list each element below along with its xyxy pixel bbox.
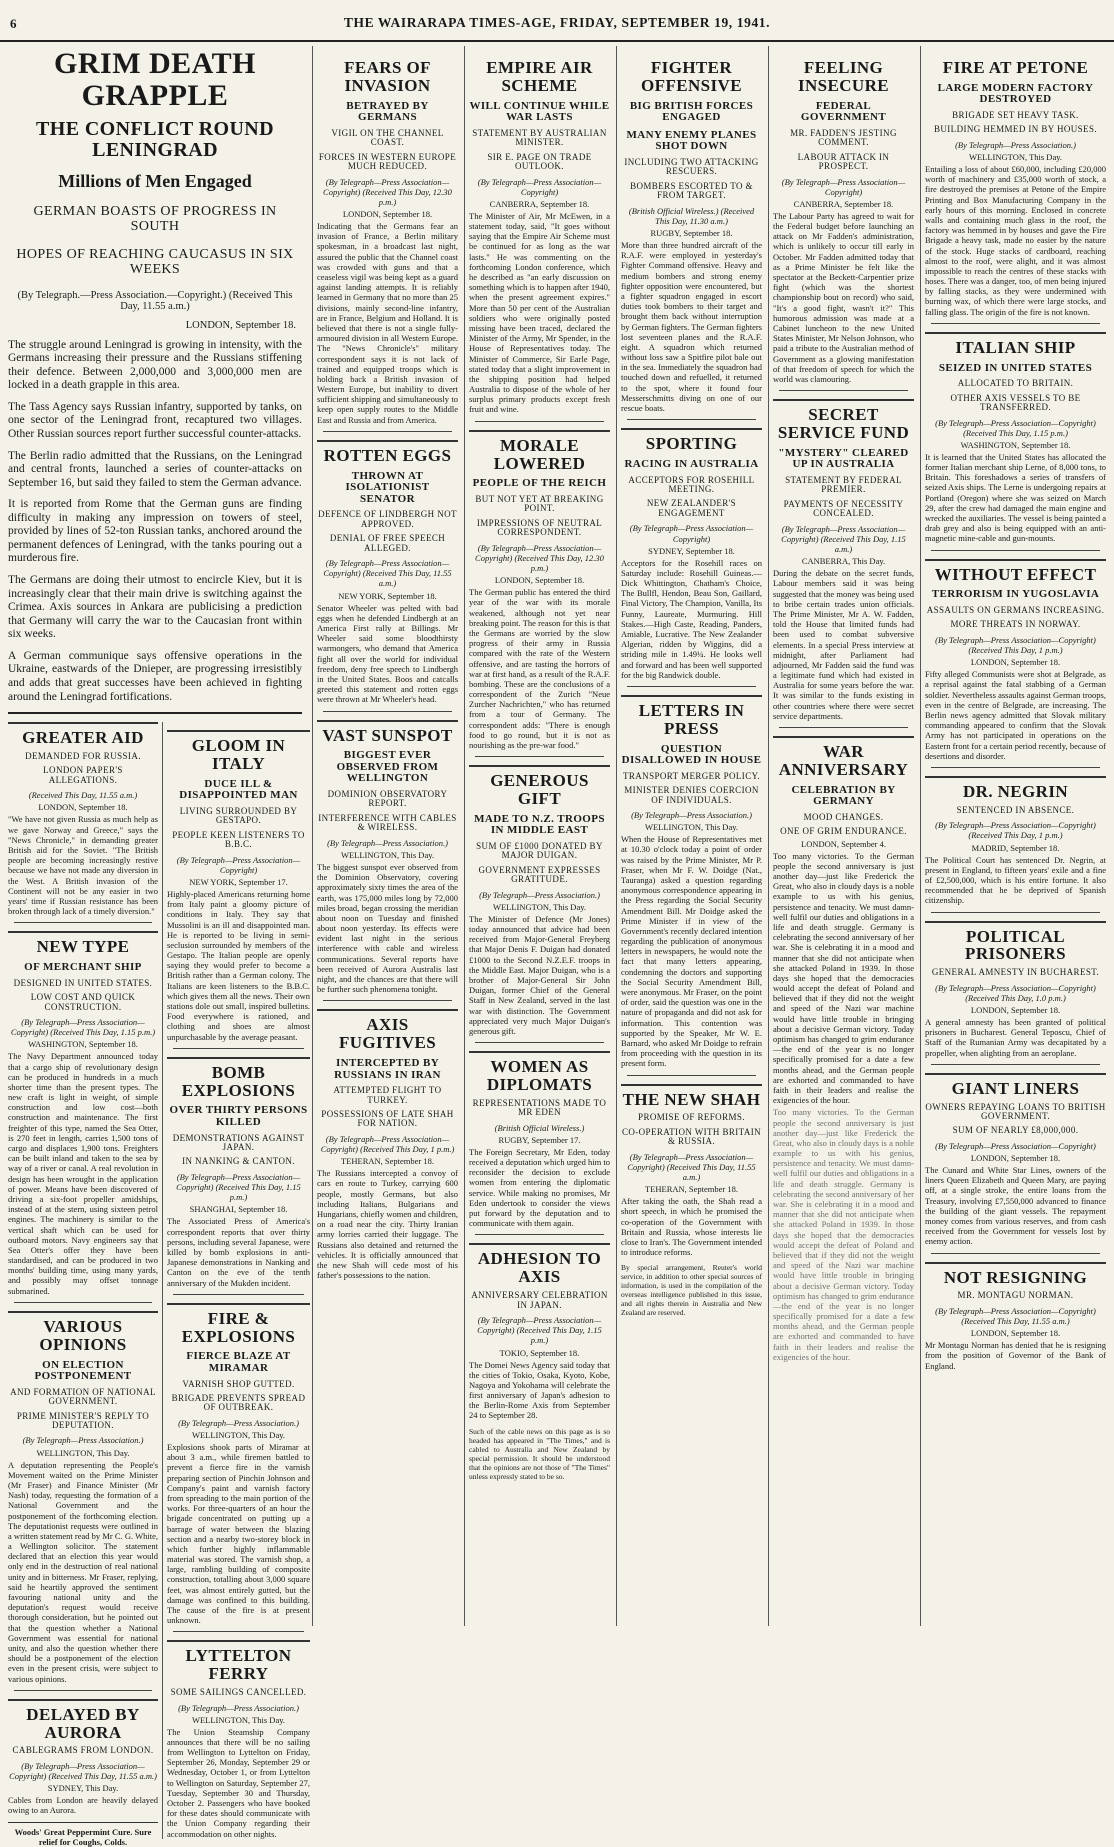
article-subhead: CABLEGRAMS FROM LONDON. xyxy=(12,1745,154,1756)
article-body: Too many victories. To the German people the second anniversary is just another day—just like Frederick the Great, who also in cloudy days is a noble example to us with his genius, persistence and tenacity. We must damn-well fulfil our duties and obligations in a life and death struggle. Germany is celebrating the second anniversary of her war. She is celebrating it in a mood and manner that she did not anticipate when she attacked Poland in 1939. In those days she hoped that the democracies would accept the defeat of Poland and believed that if they did not the weight and speed of the Nazi war machine would have little trouble in bringing about a decisive German victory. Today optimism has changed to grim endurance—the end of the year is no longer specifically promised for a date a few months ahead, and the German people are exhorted and commanded to have faith in their leaders and realise the exigencies of the hour. xyxy=(773,850,914,1106)
column-6 xyxy=(920,46,1110,1626)
divider xyxy=(323,1000,452,1001)
article-subhead: CO-OPERATION WITH BRITAIN & RUSSIA. xyxy=(621,1126,762,1147)
article-dateline: LONDON, September 18. xyxy=(494,575,585,586)
article-body: During the debate on the secret funds, Labour members said it was being suggested that the money was being used to bribe certain trades union officials. The Prime Minister, Mr A. W. Fadden, told the House that limited funds had been used to combat subversive elements. In a special Press interview at midnight, after Parliament had adjourned, Mr Fadden said the fund was a legitimate fund which had existed in Australia for some years before the war. It was similar to the funds existing in other countries where there were secret service departments. xyxy=(773,568,914,721)
article-subhead: "MYSTERY" CLEARED UP IN AUSTRALIA xyxy=(778,446,909,471)
article-subhead: OVER THIRTY PERSONS KILLED xyxy=(169,1104,308,1129)
article-subhead: SEIZED IN UNITED STATES xyxy=(938,361,1093,374)
lead-paragraph: The struggle around Leningrad is growing in intensity, with the Germans increasing their pressure and the Russians stiffening their defence. Between 2,000,000 and 3,000,000 men are locked in a death grapple in this area. xyxy=(8,338,302,392)
article-dateline: WASHINGTON, September 18. xyxy=(28,1039,138,1050)
article-subhead: FEDERAL GOVERNMENT xyxy=(800,99,887,124)
article-headline: THE NEW SHAH xyxy=(621,1084,762,1109)
article-dateline: LONDON, September 18. xyxy=(970,1005,1061,1015)
article-headline: GIANT LINERS xyxy=(925,1073,1106,1098)
article-subhead: STATEMENT BY FEDERAL PREMIER. xyxy=(785,474,902,495)
article-subhead: SIR E. PAGE ON TRADE OUTLOOK. xyxy=(487,151,592,172)
article-subhead: BUILDING HEMMED IN BY HOUSES. xyxy=(933,124,1097,135)
article-subhead: MR. MONTAGU NORMAN. xyxy=(957,1290,1074,1301)
article-body: A deputation representing the People's Movement waited on the Prime Minister (Mr Fraser) and Finance Minister (Mr Nash) today, requesting the formation of a National Government and the postponement of the forthcoming election. The deputationist requests were outlined in a written statement read by Mr C. G. White, a Wellington solicitor. The statement declared that an election this year would only end in the destruction of real national unity and in bitterness. Mr Fraser, replying, said he heartily approved the sentiment favouring national unity and the deputation's request would receive thorough consideration, but he pointed out that the question whether a National Government was essential for national unity, and also the question whether there should be a postponement of the election even in the present crisis, were subject to various opinions. xyxy=(8,1459,158,1684)
newspaper-title: THE WAIRARAPA TIMES-AGE, FRIDAY, SEPTEMBER 19, 1941. xyxy=(343,15,771,30)
article-subhead: DESIGNED IN UNITED STATES. xyxy=(13,977,153,988)
divider xyxy=(475,421,604,422)
article-subhead: OF MERCHANT SHIP xyxy=(24,961,142,974)
lead-subheadline: THE CONFLICT ROUND LENINGRAD xyxy=(36,118,274,161)
column-2 xyxy=(312,46,462,1626)
article-subhead: LARGE MODERN FACTORY DESTROYED xyxy=(937,81,1094,106)
article-headline: WITHOUT EFFECT xyxy=(925,559,1106,584)
article-body: The Foreign Secretary, Mr Eden, today received a deputation which urged him to reconsider the decision to exclude women from entering the diplomatic service. While making no promises, Mr Eden undertook to consider the views put forward by the deputation and to communicate with them again. xyxy=(469,1146,610,1229)
article-byline: (By Telegraph—Press Association—Copyright) (Received This Day, 11.55 a.m.) xyxy=(323,558,452,589)
article-subhead: BIGGEST EVER OBSERVED FROM WELLINGTON xyxy=(336,749,439,785)
article-dateline: WELLINGTON, This Day. xyxy=(968,152,1063,162)
article-subhead: ALLOCATED TO BRITAIN. xyxy=(957,378,1074,389)
article-dateline: RUGBY, September 17. xyxy=(498,1134,581,1145)
divider xyxy=(931,323,1100,324)
article-dateline: LONDON, September 18. xyxy=(970,657,1061,668)
divider xyxy=(931,550,1100,551)
masthead xyxy=(0,0,1114,42)
article-dateline: CANBERRA, September 18. xyxy=(793,198,894,209)
article-subhead: BIG BRITISH FORCES ENGAGED xyxy=(629,99,754,124)
column-3 xyxy=(464,46,614,1626)
article-body: "We have not given Russia as much help as we gave Norway and Greece," says the "News Chronicle," in demanding greater British aid for the Soviet. "The British people are becoming increasingly restive because we have not made any diversion in the West. A British invasion of the Continent will not be any easier in two years' time if Russian resistance has been broken through lack of a timely diversion." xyxy=(8,814,158,917)
article-headline: WAR ANNIVERSARY xyxy=(773,736,914,779)
article-subhead: MR. FADDEN'S JESTING COMMENT. xyxy=(790,127,897,148)
article-byline: (By Telegraph—Press Association.) xyxy=(479,889,600,900)
article-dateline: WELLINGTON, This Day. xyxy=(191,1714,286,1725)
column-1 xyxy=(4,46,310,1847)
divider xyxy=(779,727,908,728)
article-subhead: ATTEMPTED FLIGHT TO TURKEY. xyxy=(333,1085,442,1105)
article-dateline: LONDON, September 18. xyxy=(342,209,433,220)
divider xyxy=(931,1064,1100,1065)
lead-paragraph: A German communique says offensive operations in the Ukraine, eastwards of the Dnieper, are progressing irresistibly and adds that great successes have been achieved in fighting around the Leningrad fortifications. xyxy=(8,649,302,703)
article-dateline: TOKIO, September 18. xyxy=(499,1347,580,1358)
article-body: Highly-placed Americans returning home from Italy paint a gloomy picture of conditions in Italy. They say that Mussolini is an ill and disappointed man. He is reported to be living in semi-seclusion surrounded by members of the Gestapo. The Italian people are openly saying they would prefer to become a British rather than a German colony. The Italians are keen listeners to the B.B.C. which gives them all the news. Their own stations dole out small, inspired bulletins. Food everywhere is rationed, and clothing and shoes are almost unpurchasable by the average peasant. xyxy=(167,888,310,1042)
article-headline: FIRE & EXPLOSIONS xyxy=(167,1303,310,1346)
article-subhead: THROWN AT ISOLATIONIST SENATOR xyxy=(345,469,430,505)
article-byline: (By Telegraph—Press Association.) xyxy=(178,1417,299,1428)
footnote: By special arrangement, Reuter's world service, in addition to other special sources of information, is used in the compilation of the overseas intelligence published in this issue, and all rights therein in Australia and New Zealand are reserved. xyxy=(621,1263,762,1318)
article-headline: ADHESION TO AXIS xyxy=(469,1243,610,1286)
article-subhead: AND FORMATION OF NATIONAL GOVERNMENT. xyxy=(10,1386,156,1407)
article-dateline: LONDON, September 18. xyxy=(38,802,128,813)
lead-paragraph: The Berlin radio admitted that the Russians, on the Leningrad and central fronts, launched a series of counter-attacks on September 16, but said they failed to stem the German advance. xyxy=(8,449,302,489)
article-subhead: MORE THREATS IN NORWAY. xyxy=(950,619,1081,630)
article-subhead: INCLUDING TWO ATTACKING RESCUERS. xyxy=(624,156,759,177)
article-body: The Domei News Agency said today that the cities of Tokio, Osaka, Kyoto, Kobe, Nagoya and Yokohama will celebrate the first anniversary of Japan's adhesion to the Berlin-Rome Axis from September 24 to September 28. xyxy=(469,1359,610,1421)
lead-headline: GRIM DEATH GRAPPLE xyxy=(54,47,256,112)
article-dateline: SHANGHAI, September 18. xyxy=(189,1204,288,1215)
article-body: It is learned that the United States has allocated the former Italian merchant ship Lerne, of 8,000 tons, to Britain. This foreshadows a series of transfers of seized Axis ships. The Lerne is undergoing repairs at Portland (Oregon) where she was seized on March 29, after the crew had damaged the main engine and wrecked the auxiliaries. The vessel is being painted a drab grey and also is being equipped with an anti-magnetic mine-cable and gun-mounts. xyxy=(925,451,1106,544)
divider xyxy=(627,686,756,687)
article-byline: (By Telegraph—Press Association—Copyright) xyxy=(629,523,754,544)
divider xyxy=(14,1690,152,1691)
article-headline: GREATER AID xyxy=(8,722,158,747)
article-subhead: BRIGADE SET HEAVY TASK. xyxy=(952,109,1079,120)
article-body-continued: Too many victories. To the German people the second anniversary is just another day—just like Frederick the Great, who also in cloudy days is a noble example to us with his genius, persistence and tenacity. We must damn-well fulfil our duties and obligations in a life and death struggle. Germany is celebrating the second anniversary of her war. She is celebrating it in a mood and manner that she did not anticipate when she attacked Poland in 1939. In those days she hoped that the democracies would accept the defeat of Poland and believed that if they did not the weight and speed of the Nazi war machine would have little trouble in bringing about a decisive German victory. Today optimism has changed to grim endurance—the end of the year is no longer specifically promised for a date a few months ahead, and the German people are exhorted and commanded to have faith in their leaders and realise the exigencies of the hour. xyxy=(773,1107,914,1362)
article-headline: ITALIAN SHIP xyxy=(925,332,1106,357)
article-headline: MORALE LOWERED xyxy=(469,430,610,473)
article-headline: LYTTELTON FERRY xyxy=(167,1640,310,1683)
article-headline: DR. NEGRIN xyxy=(925,776,1106,801)
article-byline: (By Telegraph—Press Association—Copyright) (Received This Day, 11.55 a.m.) xyxy=(935,1305,1096,1327)
article-body: Explosions shook parts of Miramar at about 3 a.m., while firemen battled to prevent a fierce fire in the varnish preparing section of Pinchin Johnson and Company's paint and varnish factory from spreading to the main portion of the works. For three-quarters of an hour the brigade concentrated on putting up a barrage of water between the blazing section and a nearby two-storey block in which further highly inflammable material was stored. The varnish shop, a large, rambling building of composite construction, totalling about 3,000 square feet, was almost entirely gutted, but the damage was confined to this building. The cause of the fire is at present unknown. xyxy=(167,1442,310,1626)
divider xyxy=(475,756,604,757)
article-subhead: VIGIL ON THE CHANNEL COAST. xyxy=(331,127,444,148)
article-dateline: RUGBY, September 18. xyxy=(650,228,733,238)
divider xyxy=(323,431,452,432)
lead-paragraph: The Germans are doing their utmost to encircle Kiev, but it is increasingly clear that their main drive is switching against the Crimea. Axis sources in Ankara are publicising a prediction that Germany will carry the war to the Caucasian front within six weeks. xyxy=(8,574,302,641)
article-headline: AXIS FUGITIVES xyxy=(317,1009,458,1052)
article-byline: (By Telegraph—Press Association—Copyright) xyxy=(176,854,301,875)
article-byline: (By Telegraph—Press Association—Copyright) (Received This Day, 1 p.m.) xyxy=(320,1133,455,1155)
article-subhead: INTERCEPTED BY RUSSIANS IN IRAN xyxy=(334,1057,441,1081)
article-subhead: DOMINION OBSERVATORY REPORT. xyxy=(327,789,448,809)
article-body: Senator Wheeler was pelted with bad eggs when he defended Lindbergh at an America First rally at Billings. Mr Wheeler said some bloodthirsty warmongers, who demand that America fight all over the world for individual freedom, deny free speech to Lindbergh in the United States. Boos and catcalls greeted this statement and rotten eggs were thrown at Mr Wheeler's head. xyxy=(317,602,458,705)
article-headline: NOT RESIGNING xyxy=(925,1262,1106,1287)
article-headline: NEW TYPE xyxy=(8,931,158,956)
article-dateline: CANBERRA, September 18. xyxy=(489,198,590,209)
article-headline: GENEROUS GIFT xyxy=(469,765,610,808)
article-byline: (By Telegraph—Press Association.) xyxy=(631,810,752,821)
article-subhead: PROMISE OF REFORMS. xyxy=(638,1112,745,1123)
article-subhead: PRIME MINISTER'S REPLY TO DEPUTATION. xyxy=(16,1410,150,1430)
article-subhead: VARNISH SHOP GUTTED. xyxy=(182,1378,295,1389)
lead-deck-2: GERMAN BOASTS OF PROGRESS IN SOUTH xyxy=(33,204,277,235)
article-subhead: IMPRESSIONS OF NEUTRAL CORRESPONDENT. xyxy=(476,517,603,538)
article-byline: (By Telegraph—Press Association—Copyright) (Received This Day, 1 p.m.) xyxy=(935,820,1096,841)
article-headline: DELAYED BY AURORA xyxy=(8,1699,158,1742)
article-subhead: STATEMENT BY AUSTRALIAN MINISTER. xyxy=(472,127,607,148)
article-subhead: ONE OF GRIM ENDURANCE. xyxy=(780,826,907,837)
article-body: Entailing a loss of about £60,000, including £20,000 worth of machinery and £35,000 worth of stock, a fire destroyed the premises at Petone of the Empire Printing and Box Manufacturing Company in the early hours of this morning. Enclosed in concrete walls and containing much glass in the roof, the factory was hemmed in by houses and gave the Fire Brigade a heavy task, made no easier by the nature of the stock. Huge stacks of cardboard, reaching almost to the roof, were alight, and it was almost impossible to reach the centres of these stacks with hoses. There was a danger, too, of men being injured by falling stacks, as they were undermined with burning wax, of which there were large stocks, and falling glass. The origin of the fire is not known. xyxy=(925,164,1106,317)
article-headline: FIGHTER OFFENSIVE xyxy=(641,58,742,95)
article-subhead: POSSESSIONS OF LATE SHAH FOR NATION. xyxy=(321,1109,454,1129)
article-subhead: ACCEPTORS FOR ROSEHILL MEETING. xyxy=(628,474,755,495)
article-headline: GLOOM IN ITALY xyxy=(167,730,310,773)
article-byline: (By Telegraph—Press Association—Copyright) (Received This Day, 1.0 p.m.) xyxy=(935,982,1096,1003)
article-byline: (By Telegraph—Press Association—Copyright) (Received This Day, 1.15 p.m.) xyxy=(10,1016,156,1038)
article-subhead: CELEBRATION BY GERMANY xyxy=(791,783,896,808)
article-byline: (By Telegraph—Press Association—Copyright) (Received This Day, 11.55 a.m.) xyxy=(627,1151,756,1183)
article-subhead: LABOUR ATTACK IN PROSPECT. xyxy=(797,151,890,172)
article-subhead: OWNERS REPAYING LOANS TO BRITISH GOVERNMENT. xyxy=(925,1101,1106,1122)
article-dateline: WELLINGTON, This Day. xyxy=(492,901,587,912)
article-dateline: TEHERAN, September 18. xyxy=(340,1156,434,1167)
divider xyxy=(173,1631,304,1632)
article-subhead: ASSAULTS ON GERMANS INCREASING. xyxy=(926,604,1105,615)
column-1-lower xyxy=(8,722,310,1847)
article-headline: FIRE AT PETONE xyxy=(942,58,1089,77)
article-subhead: BUT NOT YET AT BREAKING POINT. xyxy=(475,493,604,514)
article-body: A general amnesty has been granted of political prisoners in Bucharest. General Teposcu, Chief of Staff of the Rumanian Army was decapitated by a propeller, when alighting from an aeroplane. xyxy=(925,1017,1106,1058)
article-body: Acceptors for the Rosehill races on Saturday include: Rosehill Guineas.—Dick Whittington, Chatham's Choice, The Bullfl, Hendon, Beau Son, Gaillard, Final Victory, The Champion, Vanilla, Its Funny, Laureate, Murmuring. Hill Stakes.—High Caste, Reading, Panders, Amiable, Lucrative. The New Zealander Algerian, ridden by Wiggins, did a striding mile in 1.49¼. He looks well and forward and has been well supported for the big Randwick double. xyxy=(621,557,762,680)
article-subhead: DENIAL OF FREE SPEECH ALLEGED. xyxy=(329,533,446,553)
article-subhead: SOME SAILINGS CANCELLED. xyxy=(170,1687,307,1698)
article-headline: FEARS OF INVASION xyxy=(344,58,431,95)
article-subhead: WILL CONTINUE WHILE WAR LASTS xyxy=(469,99,610,124)
article-subhead: BETRAYED BY GERMANS xyxy=(346,99,429,124)
article-body: The German public has entered the third year of the war with its morale weakened, although not yet near breaking point. The reason for this is that the Germans are worried by the slow progress of their army in Russia compared with the rate of the Western offensive, and are tasting the horrors of war at first hand, as a result of the R.A.F. bombing. These are the conclusions of a correspondent of the Zurich "Neue Zurcher Nachrichten," who has returned from a tour of Germany. The correspondent adds: "There is enough food to go round, but it is not as nourishing as the pre-war food." xyxy=(469,587,610,751)
article-byline: (British Official Wireless.) xyxy=(494,1122,585,1133)
article-headline: LETTERS IN PRESS xyxy=(621,695,762,738)
article-body: The Minister of Defence (Mr Jones) today announced that advice had been received from Major-General Freyberg that Major Denis F. Duigan had donated £1000 to the Second N.Z.E.F. troops in the Middle East. Major Duigan, who is a brother of Major-General Sir John Duigan, former Chief of the General Staff in New Zealand, served in the last war with distinction. The Government appreciated very much Major Duigan's generous gift. xyxy=(469,913,610,1036)
divider xyxy=(627,419,756,420)
article-headline: ROTTEN EGGS xyxy=(317,440,458,465)
article-dateline: SYDNEY, September 18. xyxy=(648,545,735,556)
lead-dateline: LONDON, September 18. xyxy=(185,319,296,331)
article-subhead: NEW ZEALANDER'S ENGAGEMENT xyxy=(646,498,737,518)
column-5 xyxy=(768,46,918,1626)
article-subhead: MADE TO N.Z. TROOPS IN MIDDLE EAST xyxy=(474,812,605,837)
article-dateline: WELLINGTON, This Day. xyxy=(36,1447,130,1458)
article-subhead: GENERAL AMNESTY IN BUCHAREST. xyxy=(931,967,1100,978)
article-body: The Political Court has sentenced Dr. Negrin, at present in England, to fifteen years' exile and a fine of £2,500,000, which is his entire fortune. It also recommended that he be deprived of Spanish citizenship. xyxy=(925,854,1106,906)
divider xyxy=(8,712,302,714)
article-headline: SECRET SERVICE FUND xyxy=(773,399,914,442)
column-4 xyxy=(616,46,766,1626)
article-dateline: LONDON, September 18. xyxy=(970,1328,1061,1339)
divider xyxy=(14,1302,152,1303)
article-dateline: WELLINGTON, This Day. xyxy=(644,822,739,833)
article-subhead: ANNIVERSARY CELEBRATION IN JAPAN. xyxy=(471,1290,608,1310)
article-byline: (By Telegraph—Press Association—Copyright) (Received This Day, 1.15 p.m.) xyxy=(935,417,1096,438)
article-body: The Navy Department announced today that a cargo ship of revolutionary design can be produced in hundreds in a much shorter time than the present types. The new craft is light in weight, of simple construction and low cost—both construction and maintenance. The first freighter of this type, named the Sea Otter, is 270 feet in length, carries 1,500 tons of cargo and displaces 1,900 tons. Freighters can be built inland and taken to the sea by way of a river or canal. A real revolution in design has been wrought in the application of power. Means have been discovered of driving a six-foot propeller amidships, instead of at the stern, using sixteen petrol engines. The machinery is similar to the vertical shaft which can be used for outboard motors. Navy engineers say that Sea Otter's offer they have been standardised, and can be produced in two months' building time, using many yards, and possibly may offset tonnage submarined. xyxy=(8,1051,158,1296)
article-dateline: WELLINGTON, This Day. xyxy=(340,849,435,860)
article-subhead: DEFENCE OF LINDBERGH NOT APPROVED. xyxy=(318,509,457,529)
article-dateline: CANBERRA, This Day. xyxy=(801,556,886,567)
left-subcolumn xyxy=(8,722,158,1847)
lead-paragraph: The Tass Agency says Russian infantry, supported by tanks, on one sector of the Leningrad front, recaptured two villages. Other Russian sources report further successful counter-attacks. xyxy=(8,400,302,440)
article-subhead: DEMONSTRATIONS AGAINST JAPAN. xyxy=(172,1132,305,1152)
divider xyxy=(475,1042,604,1043)
article-subhead: LONDON PAPER'S ALLEGATIONS. xyxy=(43,765,123,785)
divider xyxy=(475,1234,604,1235)
article-subhead: PEOPLE KEEN LISTENERS TO B.B.C. xyxy=(172,829,305,850)
divider xyxy=(323,711,452,712)
article-subhead: PEOPLE OF THE REICH xyxy=(472,477,607,490)
divider xyxy=(779,390,908,391)
article-dateline: SYDNEY, This Day. xyxy=(47,1783,119,1794)
article-subhead: ON ELECTION POSTPONEMENT xyxy=(34,1358,132,1383)
article-byline: (By Telegraph—Press Association—Copyright) (Received This Day, 1.15 a.m.) xyxy=(781,523,906,554)
article-subhead: LOW COST AND QUICK CONSTRUCTION. xyxy=(30,992,136,1012)
article-body: The Cunard and White Star Lines, owners of the liners Queen Elizabeth and Queen Mary, are paying off, at a single stroke, the entire loans from the Treasury, involving £7,550,000 advanced to finance the building of the giant vessels. The repayment money comes from various reserves, and from cash received from the Government for vessels lost by enemy action. xyxy=(925,1165,1106,1247)
article-subhead: FORCES IN WESTERN EUROPE MUCH REDUCED. xyxy=(318,151,457,172)
article-body: Mr Montagu Norman has denied that he is resigning from the position of Governor of the Bank of England. xyxy=(925,1340,1106,1371)
article-byline: (By Telegraph—Press Association—Copyright) (Received This Day, 12.30 p.m.) xyxy=(323,176,452,207)
article-subhead: QUESTION DISALLOWED IN HOUSE xyxy=(621,742,762,767)
article-byline: (By Telegraph—Press Association.) xyxy=(955,139,1076,150)
article-subhead: PAYMENTS OF NECESSITY CONCEALED. xyxy=(783,498,904,519)
article-byline: (By Telegraph—Press Association—Copyright) xyxy=(477,176,602,197)
article-body: The Associated Press of America's correspondent reports that over thirty persons, including several Japanese, were killed by bomb explosions in anti-Japanese demonstrations in Nanking and Canton on the eve of the tenth anniversary of the Mukden incident. xyxy=(167,1216,310,1288)
article-subhead: MANY ENEMY PLANES SHOT DOWN xyxy=(626,128,757,153)
footnote: Such of the cable news on this page as is so headed has appeared in "The Times," and is cabled to Australia and New Zealand by special permission. It should be understood that the opinions are not those of "The Times" unless expressly stated to be so. xyxy=(469,1426,610,1481)
article-subhead: RACING IN AUSTRALIA xyxy=(624,458,759,471)
divider xyxy=(931,1253,1100,1254)
article-body: The Union Steamship Company announces that there will be no sailing from Wellington to Lyttelton on Friday, September 26, Monday, September 29 or Wednesday, October 1, or from Lyttelton to Wellington on Saturday, September 27, Tuesday, September 30 and Thursday, October 2. Passengers who have booked for these dates should communicate with the Union Company regarding their accommodation on other nights. xyxy=(167,1726,310,1839)
article-headline: FEELING INSECURE xyxy=(797,58,890,95)
lead-paragraph: It is reported from Rome that the German guns are finding difficulty in making any impression on towers of steel, provided by lines of 52-ton Russian tanks, anchored around the permanent defences of Leningrad, with the tanks pouring out a murderous fire. xyxy=(8,498,302,565)
lead-byline: (By Telegraph.—Press Association.—Copyright.) (Received This Day, 11.55 a.m.) xyxy=(17,289,293,312)
article-subhead: REPRESENTATIONS MADE TO MR EDEN xyxy=(472,1097,607,1118)
article-body: When the House of Representatives met at 10.30 o'clock today a point of order was raised by the Prime Minister, Mr P. Fraser, when Mr F. W. Doidge (Nat., Tauranga) asked a question regarding anonymous correspondence appearing in the Press regarding the Social Security Amendment Bill. Mr Doidge asked the Prime Minister if in view of the Government's recently declared intention regarding the publication of anonymous letters in newspapers, he would note the fact that many letters appearing, condemning the doctors and supporting the Social Security Amendment Bill, were anonymous. Mr Fraser, on the point of order, said the question was one in the nature of propaganda and did not ask for information. This contention was supported by the Speaker, Mr W. E. Barnard, who asked Mr Doidge to refrain from proceeding with the question in its present form. xyxy=(621,834,762,1069)
article-body: Cables from London are heavily delayed owing to an Aurora. xyxy=(8,1795,158,1816)
article-subhead: IN NANKING & CANTON. xyxy=(182,1156,295,1167)
article-subhead: GOVERNMENT EXPRESSES GRATITUDE. xyxy=(478,864,601,885)
article-subhead: MOOD CHANGES. xyxy=(803,811,884,822)
article-headline: VAST SUNSPOT xyxy=(317,720,458,745)
article-subhead: DUCE ILL & DISAPPOINTED MAN xyxy=(179,777,298,802)
article-subhead: OTHER AXIS VESSELS TO BE TRANSFERRED. xyxy=(950,392,1081,413)
article-byline: (Received This Day, 11.55 a.m.) xyxy=(28,790,138,801)
article-body: The Labour Party has agreed to wait for the Federal budget before launching an attack on Mr Fadden's administration, which is unlikely to occur till early in October. Mr Fadden admitted today that as a Prime Minister he felt like the spectator at the Beckett-Carpentier prize fight (which was the shortest championship bout on record) who said, "It's a good fight, wasn't it?" This humorous admission was made at a Cabinet luncheon to the new United States Minister, Mr Nelson Johnson, who paid a tribute to the Australian method of Government as a glowing manifestation of that freedom of speech for which the world was clamouring. xyxy=(773,210,914,384)
article-headline: BOMB EXPLOSIONS xyxy=(167,1057,310,1100)
article-subhead: FIERCE BLAZE AT MIRAMAR xyxy=(186,1350,291,1374)
article-byline: (By Telegraph—Press Association.) xyxy=(327,837,448,848)
article-dateline: LONDON, September 18. xyxy=(970,1153,1061,1164)
article-subhead: BOMBERS ESCORTED TO & FROM TARGET. xyxy=(630,180,753,201)
article-dateline: NEW YORK, September 18. xyxy=(338,590,437,601)
page-number: 6 xyxy=(10,16,17,31)
article-body: Fifty alleged Communists were shot at Belgrade, as a reprisal against the fatal stabbing of a German soldier. Nevertheless assaults against German troops, even in the centre of Belgrade, are increasing. The Berlin news agency admitted that Slovak military commanding appeared to confirm that the Slovak Army has not participated in operations on the Eastern front for a certain period recently, because of desertions and disorder. xyxy=(925,669,1106,761)
article-body: Indicating that the Germans fear an invasion of France, a Berlin military spokesman, in a broadcast last night, assured the public that the Channel coast was crowded with guns and that a ceaseless vigil was being kept as a guard against landing attempts. It is reliably learned in Germany that no more than 25 divisions, mainly second-line infantry, are in France, Belgium and Holland. It is believed that there is not a single fully-armoured division in all Western Europe. The "News Chronicle's" military correspondent says it is not lack of trained and equipped troops which is holding back a British invasion of Western Europe, but inability to divert sufficient shipping and simultaneously to keep open supply routes to the Middle East and Russia and from America. xyxy=(317,221,458,425)
article-body: The Russians intercepted a convoy of cars en route to Turkey, carrying 600 people, mostly Germans, but also including Italians, Bulgarians and Hungarians, chiefly women and children, on a road near the city. Thirty Iranian army lorries carried their luggage. The Russians also detained and returned the vehicles. It is officially announced that the new Shah will cede most of his father's possessions to the nation. xyxy=(317,1168,458,1281)
article-byline: (British Official Wireless.) (Received This Day, 11.30 a.m.) xyxy=(628,205,755,226)
divider xyxy=(173,1294,304,1295)
advertisement: Woods' Great Peppermint Cure. Sure relief for Coughs, Colds. xyxy=(8,1822,158,1847)
article-byline: (By Telegraph—Press Association—Copyright) xyxy=(781,176,906,197)
article-headline: SPORTING xyxy=(621,428,762,453)
article-headline: EMPIRE AIR SCHEME xyxy=(486,58,593,95)
article-subhead: DEMANDED FOR RUSSIA. xyxy=(25,750,141,761)
article-headline: WOMEN AS DIPLOMATS xyxy=(469,1051,610,1094)
article-byline: (By Telegraph—Press Association—Copyright) (Received This Day, 1 p.m.) xyxy=(935,634,1096,656)
article-dateline: WELLINGTON, This Day. xyxy=(191,1430,286,1441)
article-byline: (By Telegraph—Press Association.) xyxy=(22,1435,144,1446)
divider xyxy=(931,767,1100,768)
article-byline: (By Telegraph—Press Association—Copyright) (Received This Day, 12.30 p.m.) xyxy=(475,542,604,574)
article-byline: (By Telegraph—Press Association—Copyright) xyxy=(935,1140,1096,1151)
lead-deck-3: HOPES OF REACHING CAUCASUS IN SIX WEEKS xyxy=(16,246,294,278)
article-body: The biggest sunspot ever observed from the Dominion Observatory, covering approximately sixty times the area of the earth, was 175,000 miles long by 72,000 miles broad, began crossing the meridian about noon on Tuesday and finished about noon yesterday. Its effects were evident last night in the serious interference with cable and wireless communications. Several reports have been received of Aurora Australis last night, and the chances are that there will be further such phenomena tonight. xyxy=(317,861,458,995)
article-dateline: WASHINGTON, September 18. xyxy=(960,439,1071,450)
article-byline: (By Telegraph—Press Association—Copyright) (Received This Day, 1.15 p.m.) xyxy=(176,1171,301,1203)
article-byline: (By Telegraph—Press Association.) xyxy=(178,1702,299,1713)
article-subhead: SENTENCED IN ABSENCE. xyxy=(956,804,1075,815)
article-subhead: MINISTER DENIES COERCION OF INDIVIDUALS. xyxy=(624,785,759,805)
divider xyxy=(627,1075,756,1076)
article-subhead: INTERFERENCE WITH CABLES & WIRELESS. xyxy=(318,812,457,833)
article-dateline: TEHERAN, September 18. xyxy=(644,1184,738,1195)
article-headline: VARIOUS OPINIONS xyxy=(8,1311,158,1354)
article-subhead: SUM OF £1000 DONATED BY MAJOR DUIGAN. xyxy=(476,840,603,861)
right-subcolumn xyxy=(162,722,310,1839)
article-headline: POLITICAL PRISONERS xyxy=(925,921,1106,964)
article-subhead: LIVING SURROUNDED BY GESTAPO. xyxy=(179,805,298,826)
article-subhead: TRANSPORT MERGER POLICY. xyxy=(622,770,760,781)
divider xyxy=(14,922,152,923)
article-dateline: LONDON, September 4. xyxy=(801,838,886,849)
article-byline: (By Telegraph—Press Association—Copyright) (Received This Day, 1.15 p.m.) xyxy=(477,1314,602,1346)
article-subhead: SUM OF NEARLY £8,000,000. xyxy=(952,1125,1079,1136)
divider xyxy=(931,912,1100,913)
article-body: More than three hundred aircraft of the R.A.F. were employed in yesterday's Fighter Command offensive. Heavy and medium bombers and strong enemy fighter opposition were encountered, but a fighter squadron engaged in escort duties took bombers to their target and brought them back without interruption by German fighters. The German fighters lost seventeen planes and the R.A.F. eight. A squadron which returned without loss saw a Spitfire pilot bale out in the sea. Immediately the squadron had touched down and refuelled, it returned to the spot, where it found four Messerschmitts diving on one of our rescue boats. xyxy=(621,240,762,413)
article-body: After taking the oath, the Shah read a short speech, in which he promised the co-operation of the Government with Britain and Russia, whose interests lie close to Iran's. The Government intended to introduce reforms. xyxy=(621,1196,762,1258)
article-subhead: BRIGADE PREVENTS SPREAD OF OUTBREAK. xyxy=(171,1392,306,1413)
article-byline: (By Telegraph—Press Association—Copyright) (Received This Day, 11.55 a.m.) xyxy=(9,1760,157,1782)
article-dateline: NEW YORK, September 17. xyxy=(189,876,288,887)
article-body: The Minister of Air, Mr McEwen, in a statement today, said, "It goes without saying that the Empire Air Scheme must be continued for as long as the war lasts." He was commenting on the forthcoming London conference, which he described as "an early discussion on something which is to happen after 1940, when the present agreement expires." More than 50 per cent of the Australian soldiers who were originally posted missing have been traced, declared the Minister of the Army, Mr Spender, in the House of Representatives today. The Minister of Commerce, Sir Earle Page, stated today that a slight improvement in the shipping position had helped Australia to dispose of the whole of her surplus primary products except fresh fruit and wine. xyxy=(469,210,610,415)
article-dateline: MADRID, September 18. xyxy=(971,842,1060,853)
divider xyxy=(173,1048,304,1049)
lead-deck: Millions of Men Engaged xyxy=(58,171,252,191)
article-subhead: TERRORISM IN YUGOSLAVIA xyxy=(931,588,1100,601)
